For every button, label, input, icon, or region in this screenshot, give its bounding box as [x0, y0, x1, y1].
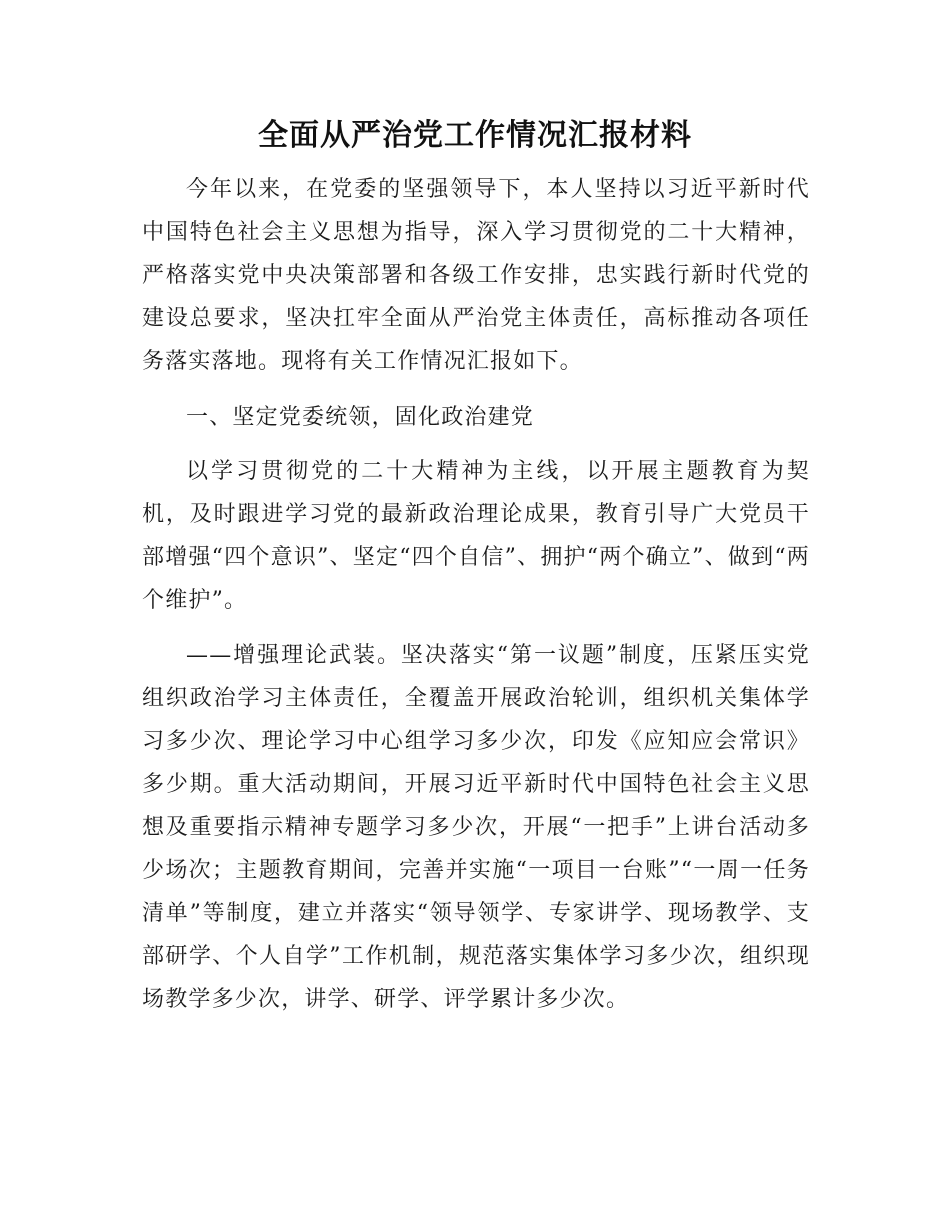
intro-paragraph: 今年以来，在党委的坚强领导下，本人坚持以习近平新时代中国特色社会主义思想为指导，深入学习贯彻党的二十大精神，严格落实党中央决策部署和各级工作安排，忠实践行新时代党的建设总要求，坚决扛牢全面从严治党主体责任，高标推动各项任务落实落地。现将有关工作情况汇报如下。 — [142, 177, 810, 374]
section-heading-1: 一、坚定党委统领，固化政治建党 — [186, 405, 535, 430]
document-title: 全面从严治党工作情况汇报材料 — [258, 118, 692, 153]
section-1-lead-paragraph: 以学习贯彻党的二十大精神为主线，以开展主题教育为契机，及时跟进学习党的最新政治理论成果，教育引导广大党员干部增强“四个意识”、坚定“四个自信”、拥护“两个确立”、做到“两个维护”。 — [142, 459, 810, 613]
theory-armament-paragraph: ——增强理论武装。坚决落实“第一议题”制度，压紧压实党组织政治学习主体责任，全覆盖开展政治轮训，组织机关集体学习多少次、理论学习中心组学习多少次，印发《应知应会常识》多少期。重大活动期间，开展习近平新时代中国特色社会主义思想及重要指示精神专题学习多少次，开展“一把手”上讲台活动多少场次；主题教育期间，完善并实施“一项目一台账”“一周一任务清单”等制度，建立并落实“领导领学、专家讲学、现场教学、支部研学、个人自学”工作机制，规范落实集体学习多少次，组织现场教学多少次，讲学、研学、评学累计多少次。 — [142, 643, 810, 1012]
